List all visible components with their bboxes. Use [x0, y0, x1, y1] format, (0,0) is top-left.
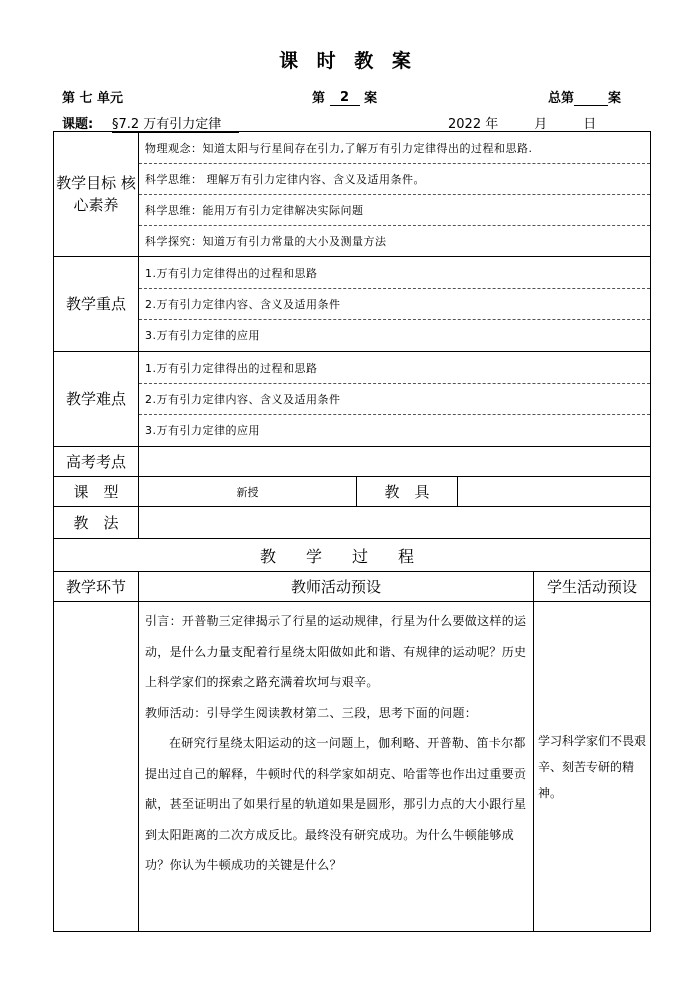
topic-value — [112, 113, 239, 133]
difficulty-item: 2.万有引力定律内容、含义及适用条件 — [139, 384, 650, 415]
teacher-question: 在研究行星绕太阳运动的这一问题上，伽利略、开普勒、笛卡尔都提出过自己的解释，牛顿时代的科学家如胡克、哈雷等也作出过重要贡献，甚至证明出了如果行星的轨道如果是圆形，那引力点的大小跟行星到太阳距离的二次方成反比。最终没有研究成功。为什么牛顿能够成功？你认为牛顿成功的关键是什么？ — [145, 736, 527, 872]
method-row — [54, 507, 651, 539]
objectives-list — [139, 132, 651, 257]
course-type-value: 新授 — [139, 477, 357, 507]
col-student: 学生活动预设 — [534, 572, 651, 602]
objectives-row — [54, 132, 651, 257]
unit-label: 第 七 单元 — [62, 91, 124, 106]
month-blank — [498, 116, 534, 132]
exam-label: 高考考点 — [54, 447, 139, 477]
total-suffix: 案 — [608, 91, 622, 106]
process-heading-row — [54, 539, 651, 572]
method-value — [139, 507, 651, 539]
objective-item: 物理观念：知道太阳与行星间存在引力,了解万有引力定律得出的过程和思路. — [139, 133, 650, 164]
process-content-row — [54, 602, 651, 932]
exam-row — [54, 447, 651, 477]
lesson-prefix: 第 — [312, 91, 326, 106]
objective-item: 科学思维： 理解万有引力定律内容、含义及适用条件。 — [139, 163, 650, 194]
objective-item: 科学探究：知道万有引力常量的大小及测量方法 — [145, 234, 387, 248]
key-points-list — [139, 257, 651, 352]
key-points-label: 教学重点 — [54, 257, 139, 352]
course-row — [54, 477, 651, 507]
date — [448, 113, 596, 132]
tools-label: 教 具 — [357, 477, 458, 507]
objective-item: 科学思维：能用万有引力定律解决实际问题 — [139, 194, 650, 225]
lesson-num: 2 — [330, 90, 360, 106]
lesson-plan-table — [53, 131, 651, 932]
document-title: 课 时 教 案 — [279, 50, 417, 72]
date-day: 日 — [583, 117, 597, 132]
key-point-item: 3.万有引力定律的应用 — [145, 329, 260, 342]
process-heading: 教学过程 — [54, 539, 651, 572]
date-year: 2022 年 — [448, 117, 499, 132]
teacher-guide: 教师活动：引导学生阅读教材第二、三段，思考下面的问题： — [145, 705, 478, 720]
objectives-label: 教学目标 核心素养 — [54, 132, 139, 257]
difficulty-item: 1.万有引力定律得出的过程和思路 — [139, 353, 650, 384]
process-columns-row — [54, 572, 651, 602]
key-point-item: 1.万有引力定律得出的过程和思路 — [139, 258, 650, 289]
student-activity: 学习科学家们不畏艰辛、刻苦专研的精神。 — [534, 602, 651, 932]
difficulties-label: 教学难点 — [54, 352, 139, 447]
day-blank — [547, 116, 583, 132]
col-teacher: 教师活动预设 — [139, 572, 534, 602]
exam-value — [139, 447, 651, 477]
topic-label: 课题: — [62, 117, 94, 132]
col-stage: 教学环节 — [54, 572, 139, 602]
lesson-number — [312, 87, 377, 106]
total-prefix: 总第 — [548, 91, 575, 106]
key-points-row — [54, 257, 651, 352]
tools-value — [458, 477, 651, 507]
key-point-item: 2.万有引力定律内容、含义及适用条件 — [139, 289, 650, 320]
method-label: 教 法 — [54, 507, 139, 539]
date-month: 月 — [534, 117, 548, 132]
topic-text: §7.2 万有引力定律 — [112, 113, 239, 133]
difficulties-list — [139, 352, 651, 447]
total-number — [548, 87, 621, 106]
teacher-intro: 引言：开普勒三定律揭示了行星的运动规律，行星为什么要做这样的运动，是什么力量支配着行星绕太阳做如此和谐、有规律的运动呢？历史上科学家们的探索之路充满着坎坷与艰辛。 — [145, 614, 527, 689]
lesson-suffix: 案 — [364, 91, 378, 106]
course-type-label: 课 型 — [54, 477, 139, 507]
stage-cell — [54, 602, 139, 932]
difficulties-row — [54, 352, 651, 447]
difficulty-item: 3.万有引力定律的应用 — [145, 424, 260, 437]
teacher-activity — [139, 602, 534, 932]
total-blank — [574, 90, 608, 106]
